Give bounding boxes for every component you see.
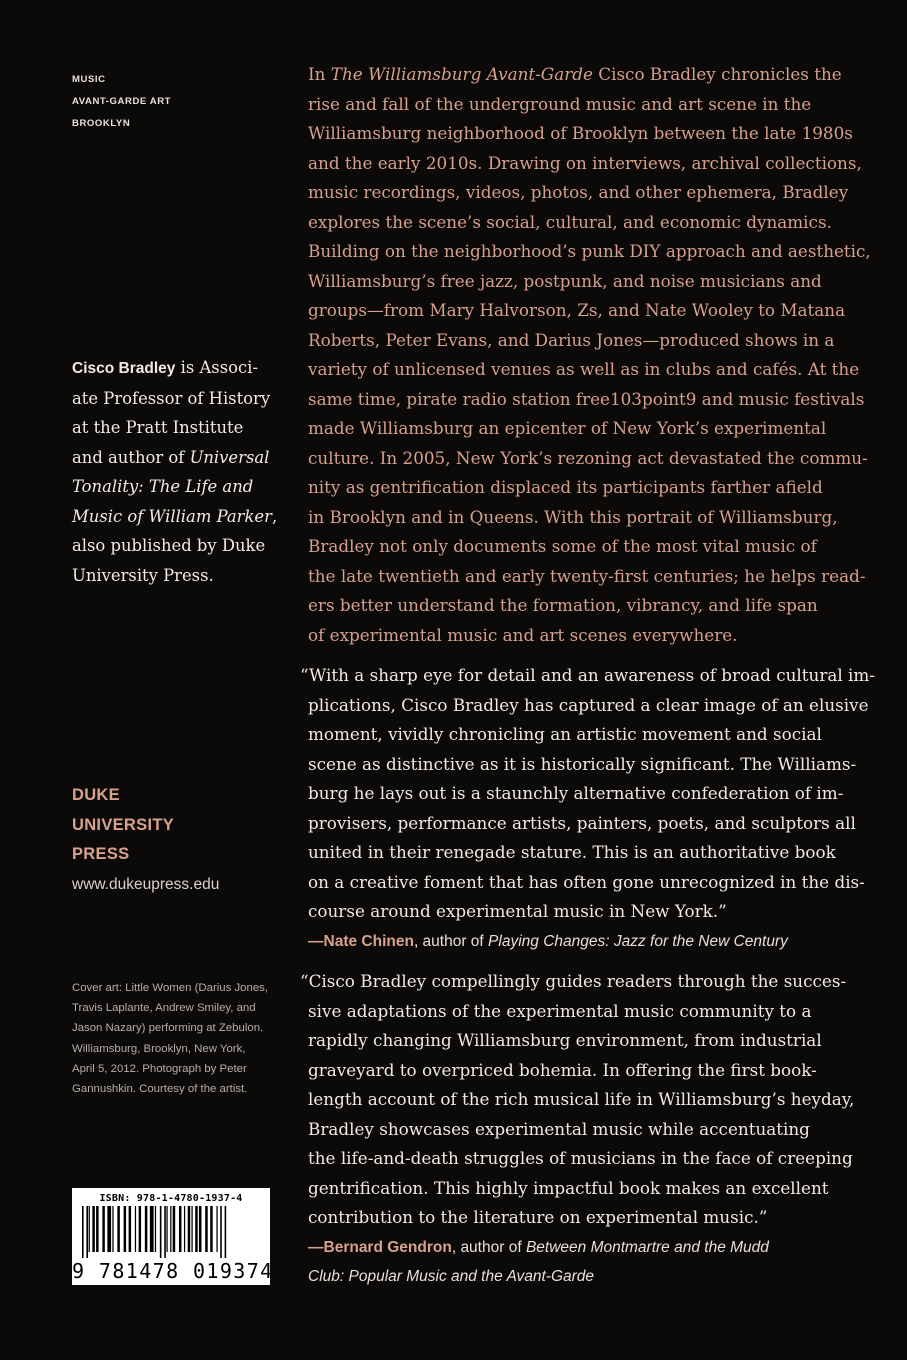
publisher-name-line: PRESS bbox=[72, 845, 130, 863]
barcode-guard-bar bbox=[160, 1206, 162, 1258]
barcode-bar bbox=[210, 1206, 213, 1252]
cover-credit: Cover art: Little Women (Darius Jones, Travis Laplante, Andrew Smiley, and Jason Nazary) performing at Zebulon. Williamsburg, Brooklyn, New York, April 5, 2012. Photograph by Peter Gannushkin. Courtesy of the artist. bbox=[72, 982, 269, 1096]
endorser-name: —Bernard Gendron bbox=[308, 1238, 452, 1256]
barcode-guard-bar bbox=[164, 1206, 166, 1258]
publisher-url[interactable]: www.dukeupress.edu bbox=[72, 875, 220, 893]
barcode-bar bbox=[135, 1206, 136, 1252]
category-music: MUSIC bbox=[72, 74, 106, 85]
endorsement-attribution: —Nate Chinen, author of Playing Changes: Jazz for the New Century bbox=[308, 932, 788, 950]
barcode-guard-bar bbox=[82, 1206, 84, 1258]
barcode-bar bbox=[107, 1206, 111, 1252]
barcode-bar bbox=[89, 1206, 90, 1252]
barcode-bar bbox=[124, 1206, 127, 1252]
barcode-bar bbox=[129, 1206, 132, 1252]
book-title: Universal bbox=[189, 447, 270, 467]
publisher-name-line: UNIVERSITY bbox=[72, 815, 175, 834]
barcode-bar bbox=[173, 1206, 176, 1252]
barcode-bar bbox=[166, 1206, 167, 1252]
endorser-name: —Nate Chinen bbox=[308, 932, 414, 950]
endorsement-quote: “Cisco Bradley compellingly guides readers through the succes- sive adaptations of the experimental music community to a rapidly changing Williamsburg environment, from industrial graveyard to overpriced bohemia. In offering the first book- length account of the rich musical life in Williamsburg’s heyday, Bradley showcases experimental music while accentuating the life-and-death struggles of musicians in the face of creeping gentrification. This highly impactful book makes an excellent contribution to the literature on experimental music.” —Bernard Gendron, author of Between Montmartre and the Mudd Club: Popular Music and the Avant-Garde bbox=[300, 967, 868, 1292]
barcode-bar bbox=[205, 1206, 208, 1252]
barcode-bar bbox=[155, 1206, 156, 1252]
category-avant-garde-art: AVANT-GARDE ART bbox=[72, 96, 172, 107]
category-list bbox=[72, 69, 171, 135]
publisher-name-line: DUKE bbox=[72, 786, 120, 804]
barcode-bar bbox=[92, 1206, 95, 1252]
barcode-bar bbox=[150, 1206, 154, 1252]
barcode-guard-bar bbox=[86, 1206, 88, 1258]
barcode-bar bbox=[139, 1206, 142, 1252]
barcode-bar bbox=[96, 1206, 99, 1252]
barcode-bar bbox=[170, 1206, 171, 1252]
barcode-bars bbox=[76, 1206, 266, 1258]
endorsement-attribution: —Bernard Gendron, author of Between Montmartre and the Mudd bbox=[308, 1238, 769, 1256]
barcode-guard-bar bbox=[220, 1206, 222, 1258]
barcode-bar bbox=[184, 1206, 185, 1252]
barcode-guard-bar bbox=[225, 1206, 227, 1258]
publisher-block bbox=[72, 781, 219, 899]
book-title-italic: The Williamsburg Avant-Garde bbox=[330, 64, 593, 84]
isbn-digits: 9 781478 019374 bbox=[72, 1259, 274, 1283]
barcode-bar bbox=[191, 1206, 192, 1252]
barcode-bar bbox=[102, 1206, 105, 1252]
author-bio: Cisco Bradley is Associ- ate Professor of History at the Pratt Institute and author of Universal Tonality: The Life and Music of William Parker, also published by Duke University Press. bbox=[72, 358, 278, 585]
barcode-bar bbox=[112, 1206, 113, 1252]
barcode-bar bbox=[179, 1206, 182, 1252]
author-name: Cisco Bradley bbox=[72, 360, 176, 377]
barcode-bar bbox=[216, 1206, 217, 1252]
barcode-bar bbox=[188, 1206, 191, 1252]
barcode-bar bbox=[199, 1206, 202, 1252]
barcode-bar bbox=[145, 1206, 148, 1252]
isbn-label: ISBN: 978-1-4780-1937-4 bbox=[99, 1193, 243, 1204]
barcode-bar bbox=[195, 1206, 198, 1252]
category-brooklyn: BROOKLYN bbox=[72, 118, 131, 129]
book-description: In The Williamsburg Avant-Garde Cisco Bradley chronicles the rise and fall of the underground music and art scene in the Williamsburg neighborhood of Brooklyn between the late 1980s and the early 2010s. Drawing on interviews, archival collections, music recordings, videos, photos, and other ephemera, Bradley explores the scene’s social, cultural, and economic dynamics. Building on the neighborhood’s punk DIY approach and aesthetic, Williamsburg’s free jazz, postpunk, and noise musicians and groups—from Mary Halvorson, Zs, and Nate Wooley to Matana Roberts, Peter Evans, and Darius Jones—produced shows in a variety of unlicensed venues as well as in clubs and cafés. At the same time, pirate radio station free103point9 and music festivals made Williamsburg an epicenter of New York’s experimental culture. In 2005, New York’s rezoning act devastated the commu- nity as gentrification displaced its participants farther afield in Brooklyn and in Queens. With this portrait of Williamsburg, Bradley not only documents some of the most vital music of the late twentieth and early twenty-first centuries; he helps read- ers better understand the formation, vibrancy, and life span of experimental music and art scenes everywhere. bbox=[308, 64, 871, 645]
endorsement-quote: “With a sharp eye for detail and an awareness of broad cultural im- plications, Cisco Bradley has captured a clear image of an elusive moment, vividly chronicling an artistic movement and social scene as distinctive as it is historically significant. The Williams- burg he lays out is a staunchly alternative confederation of im- provisers, performance artists, painters, poets, and sculptors all united in their renegade stature. This is an authoritative book on a creative foment that has often gone unrecognized in the dis- course around experimental music in New York.” —Nate Chinen, author of Playing Changes: Jazz for the New Century bbox=[300, 661, 868, 956]
barcode-bar bbox=[117, 1206, 120, 1252]
isbn-barcode bbox=[72, 1188, 274, 1285]
